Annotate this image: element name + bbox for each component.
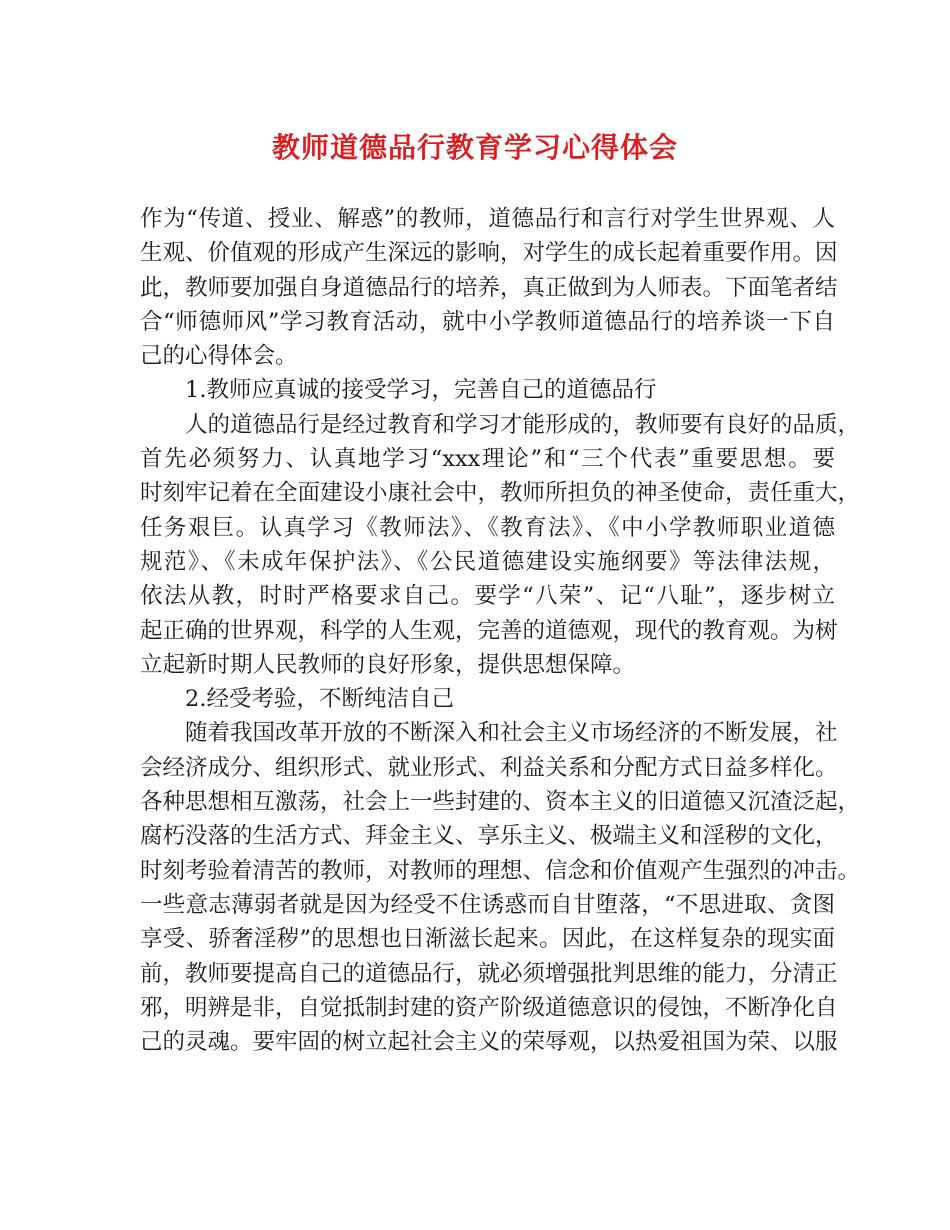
text-line: 立起新时期人民教师的良好形象，提供思想保障。 bbox=[140, 651, 636, 678]
text-line: 前，教师要提高自己的道德品行，就必须增强批判思维的能力，分清正 bbox=[140, 960, 838, 987]
text-line: 规范》、《未成年保护法》、《公民道德建设实施纲要》等法律法规， bbox=[140, 548, 835, 575]
text-line: 作为“传道、授业、解惑”的教师，道德品行和言行对学生世界观、人 bbox=[140, 206, 835, 232]
text-line: 一些意志薄弱者就是因为经受不住诱惑而自甘堕落，“不思进取、贪图 bbox=[140, 891, 835, 918]
text-line: 合“师德师风”学习教育活动，就中小学教师道德品行的培养谈一下自 bbox=[140, 308, 835, 335]
text-line: 依法从教，时时严格要求自己。要学“八荣”、记“八耻”，逐步树立 bbox=[140, 583, 835, 610]
document-title: 教师道德品行教育学习心得体会 bbox=[271, 131, 678, 164]
text-line: 生观、价值观的形成产生深远的影响，对学生的成长起着重要作用。因 bbox=[140, 240, 838, 267]
text-line: 邪，明辨是非，自觉抵制封建的资产阶级道德意识的侵蚀，不断净化自 bbox=[140, 994, 838, 1021]
text-line: 2.经受考验，不断纯洁自己 bbox=[185, 686, 454, 713]
text-line: 任务艰巨。认真学习《教师法》、《教育法》、《中小学教师职业道德 bbox=[140, 514, 835, 541]
document-body bbox=[140, 202, 861, 1059]
text-line: 腐朽没落的生活方式、拜金主义、享乐主义、极端主义和淫秽的文化， bbox=[140, 823, 838, 850]
text-line: 首先必须努力、认真地学习“xxx理论”和“三个代表”重要思想。要 bbox=[140, 446, 835, 473]
text-line: 时刻考验着清苦的教师，对教师的理想、信念和价值观产生强烈的冲击。 bbox=[140, 857, 861, 884]
text-line: 时刻牢记着在全面建设小康社会中，教师所担负的神圣使命，责任重大， bbox=[140, 480, 861, 507]
text-line: 起正确的世界观，科学的人生观，完善的道德观，现代的教育观。为树 bbox=[140, 617, 838, 644]
text-line: 己的心得体会。 bbox=[140, 343, 298, 370]
text-line: 1.教师应真诚的接受学习，完善自己的道德品行 bbox=[185, 377, 657, 404]
text-line: 己的灵魂。要牢固的树立起社会主义的荣辱观，以热爱祖国为荣、以服 bbox=[140, 1029, 838, 1056]
text-line: 各种思想相互激荡，社会上一些封建的、资本主义的旧道德又沉渣泛起， bbox=[140, 789, 861, 816]
text-line: 会经济成分、组织形式、就业形式、利益关系和分配方式日益多样化。 bbox=[140, 754, 838, 781]
text-line: 享受、骄奢淫秽”的思想也日渐滋长起来。因此，在这样复杂的现实面 bbox=[140, 926, 835, 953]
text-line: 此，教师要加强自身道德品行的培养，真正做到为人师表。下面笔者结 bbox=[140, 274, 838, 301]
text-line: 人的道德品行是经过教育和学习才能形成的，教师要有良好的品质， bbox=[185, 411, 861, 438]
text-line: 随着我国改革开放的不断深入和社会主义市场经济的不断发展，社 bbox=[185, 720, 838, 747]
